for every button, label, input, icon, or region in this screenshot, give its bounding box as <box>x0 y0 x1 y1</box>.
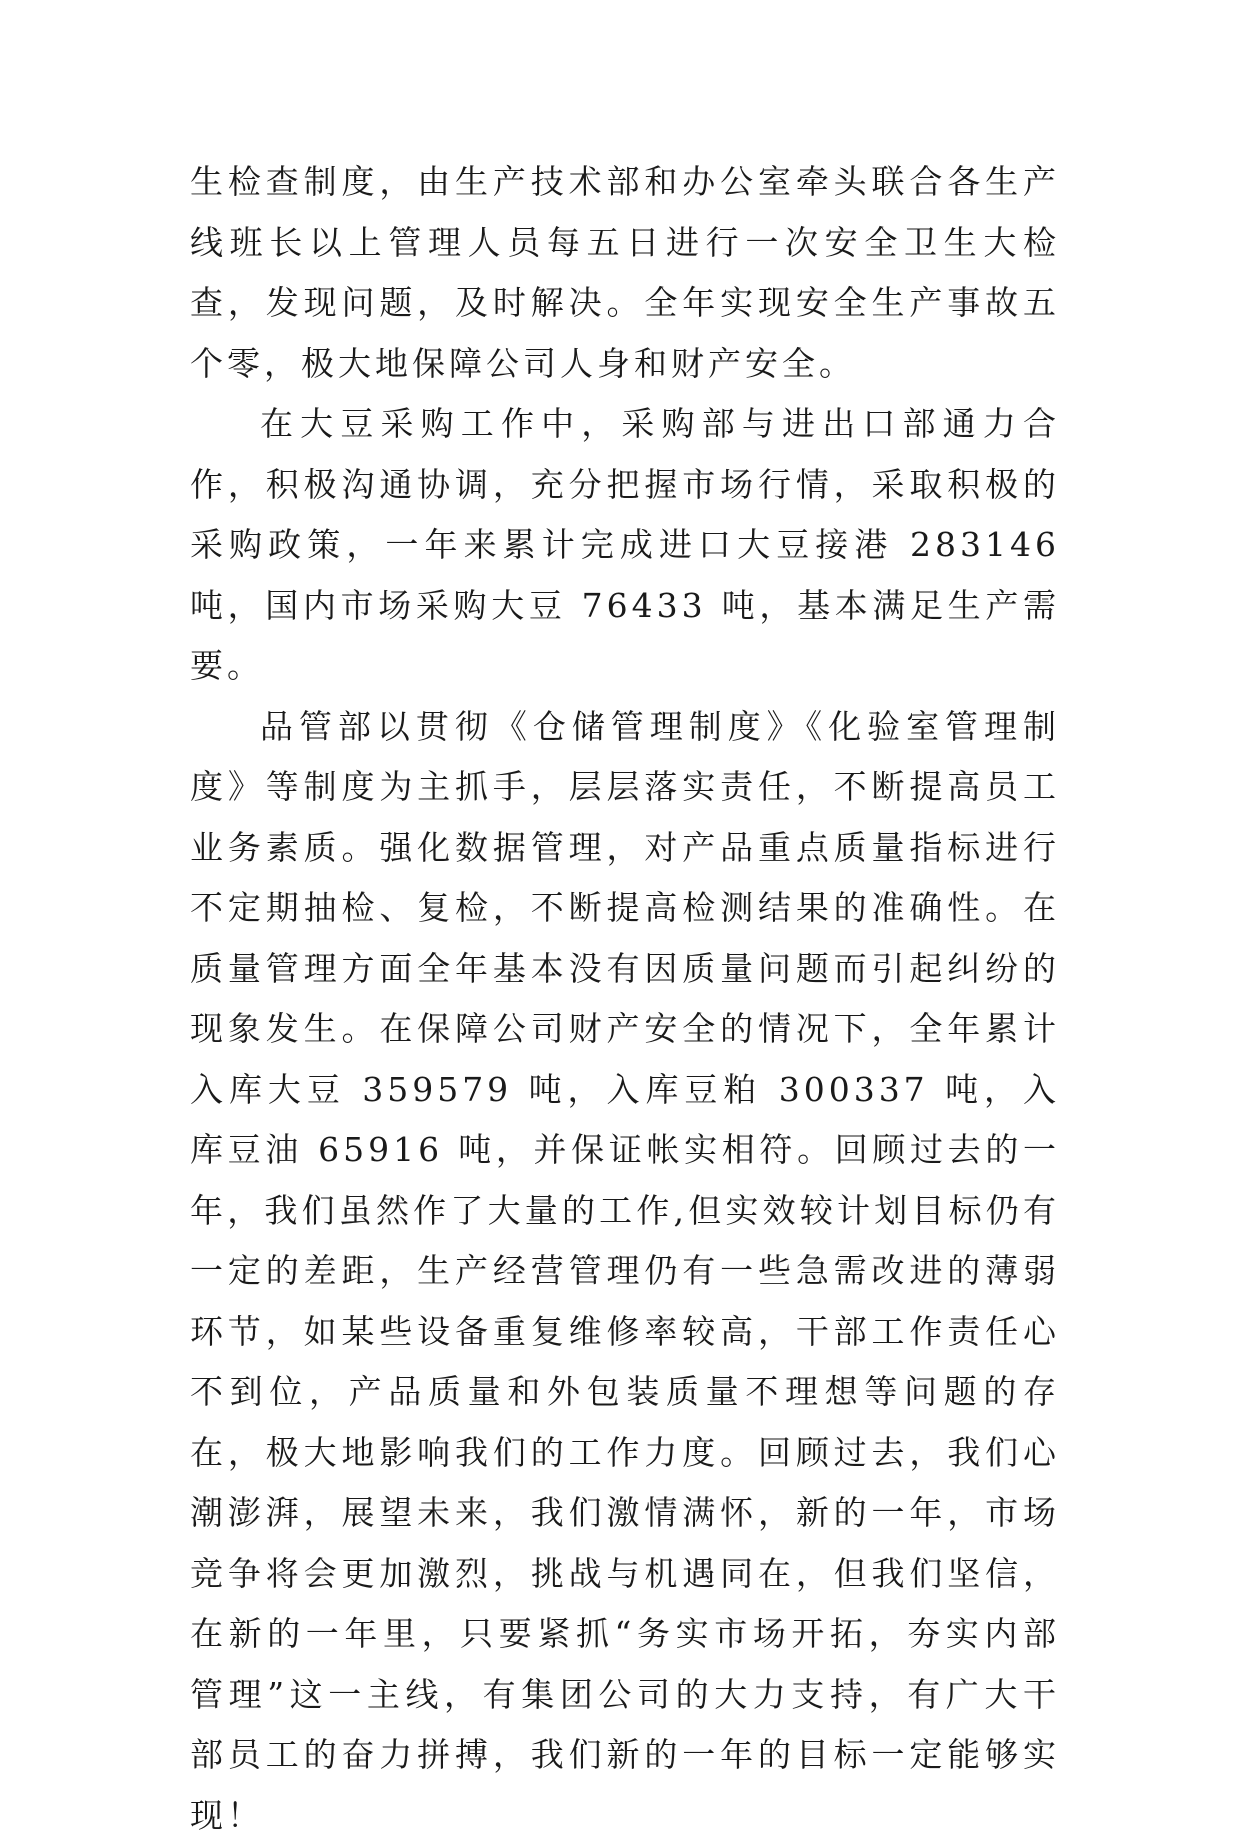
paragraph-safety-inspection: 生检查制度，由生产技术部和办公室牵头联合各生产线班长以上管理人员每五日进行一次安全卫生大检查，发现问题，及时解决。全年实现安全生产事故五个零，极大地保障公司人身和财产安全。 <box>190 152 1060 394</box>
paragraph-soybean-procurement: 在大豆采购工作中，采购部与进出口部通力合作，积极沟通协调，充分把握市场行情，采取积极的采购政策，一年来累计完成进口大豆接港 283146 吨，国内市场采购大豆 76433 吨，基本满足生产需要。 <box>190 394 1060 697</box>
document-body <box>190 152 1060 1846</box>
paragraph-quality-management: 品管部以贯彻《仓储管理制度》《化验室管理制度》等制度为主抓手，层层落实责任，不断提高员工业务素质。强化数据管理，对产品重点质量指标进行不定期抽检、复检，不断提高检测结果的准确性。在质量管理方面全年基本没有因质量问题而引起纠纷的现象发生。在保障公司财产安全的情况下，全年累计入库大豆 359579 吨，入库豆粕 300337 吨，入库豆油 65916 吨，并保证帐实相符。回顾过去的一年，我们虽然作了大量的工作,但实效较计划目标仍有一定的差距，生产经营管理仍有一些急需改进的薄弱环节，如某些设备重复维修率较高，干部工作责任心不到位，产品质量和外包装质量不理想等问题的存在，极大地影响我们的工作力度。回顾过去，我们心潮澎湃，展望未来，我们激情满怀，新的一年，市场竞争将会更加激烈，挑战与机遇同在，但我们坚信，在新的一年里，只要紧抓“务实市场开拓，夯实内部管理”这一主线，有集团公司的大力支持，有广大干部员工的奋力拼搏，我们新的一年的目标一定能够实现！ <box>190 697 1060 1846</box>
